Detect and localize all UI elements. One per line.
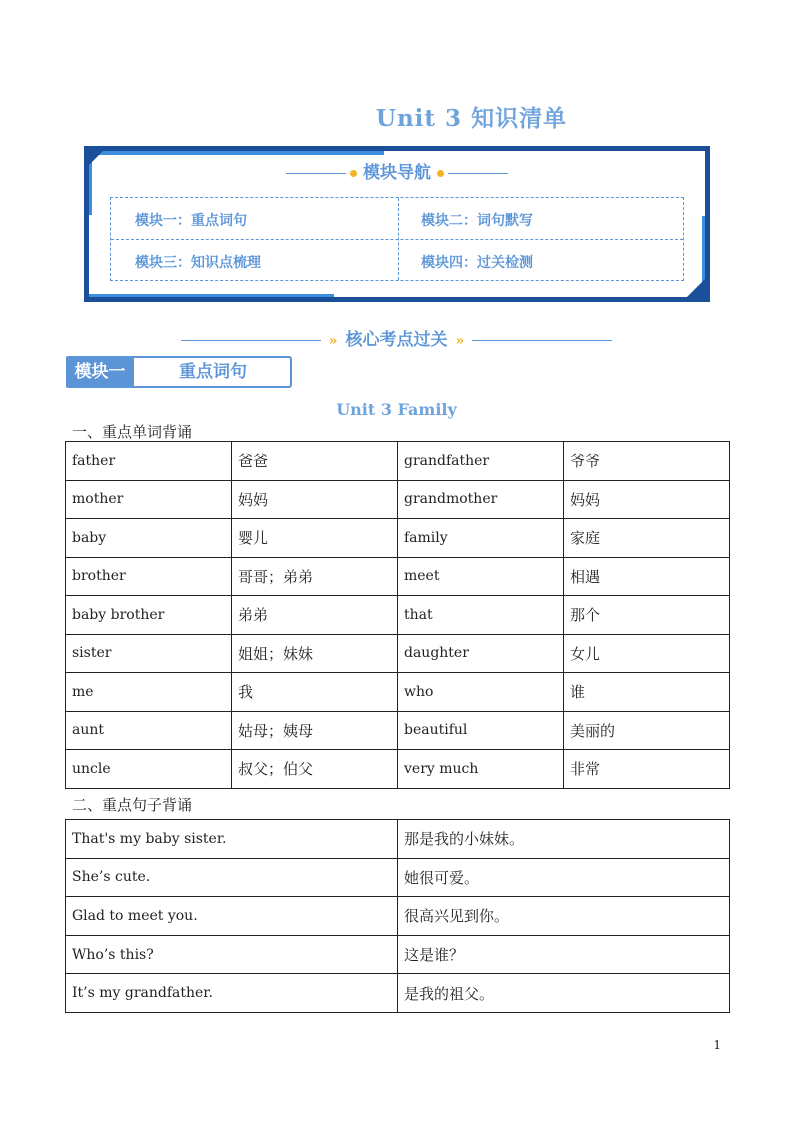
chinese-meaning-cell: 哥哥；弟弟	[232, 557, 398, 596]
divider	[111, 239, 683, 240]
dot-icon	[350, 170, 357, 177]
chinese-meaning-cell: 非常	[564, 750, 730, 789]
english-sentence-cell: Who’s this?	[66, 935, 398, 974]
nav-item-module-1[interactable]: 模块一：重点词句	[135, 213, 247, 229]
chinese-sentence-cell: 她很可爱。	[398, 858, 730, 897]
table-row	[66, 897, 730, 936]
module-name: 重点词句	[179, 362, 247, 382]
nav-item-module-2[interactable]: 模块二：词句默写	[421, 213, 533, 229]
english-word-cell: brother	[66, 557, 232, 596]
chinese-meaning-cell: 相遇	[564, 557, 730, 596]
english-word-cell: me	[66, 673, 232, 712]
divider	[286, 173, 346, 174]
chinese-meaning-cell: 女儿	[564, 634, 730, 673]
core-heading-label: 核心考点过关	[345, 330, 448, 350]
chinese-meaning-cell: 家庭	[564, 519, 730, 558]
chinese-meaning-cell: 我	[232, 673, 398, 712]
english-word-cell: beautiful	[398, 711, 564, 750]
table-row	[66, 596, 730, 635]
english-word-cell: baby brother	[66, 596, 232, 635]
chinese-meaning-cell: 那个	[564, 596, 730, 635]
divider	[472, 340, 612, 341]
english-word-cell: daughter	[398, 634, 564, 673]
english-sentence-cell: That's my baby sister.	[66, 820, 398, 859]
table-row	[66, 442, 730, 481]
nav-heading-label: 模块导航	[363, 163, 431, 183]
english-word-cell: father	[66, 442, 232, 481]
nav-grid	[110, 197, 684, 281]
frame-corner	[682, 274, 710, 302]
unit-title: Unit 3 Family	[336, 400, 457, 419]
divider	[448, 173, 508, 174]
vocab-table	[65, 441, 730, 789]
table-row	[66, 750, 730, 789]
module-navigation-panel	[84, 146, 710, 302]
chinese-sentence-cell: 那是我的小妹妹。	[398, 820, 730, 859]
double-arrow-icon: »	[328, 333, 338, 349]
english-sentence-cell: Glad to meet you.	[66, 897, 398, 936]
english-word-cell: grandmother	[398, 480, 564, 519]
english-word-cell: aunt	[66, 711, 232, 750]
nav-item-module-3[interactable]: 模块三：知识点梳理	[135, 255, 261, 271]
divider	[181, 340, 321, 341]
english-sentence-cell: It’s my grandfather.	[66, 974, 398, 1013]
table-row	[66, 711, 730, 750]
chinese-sentence-cell: 是我的祖父。	[398, 974, 730, 1013]
table-row	[66, 974, 730, 1013]
english-word-cell: grandfather	[398, 442, 564, 481]
double-arrow-icon: »	[455, 333, 465, 349]
chinese-sentence-cell: 这是谁？	[398, 935, 730, 974]
nav-item-module-4[interactable]: 模块四：过关检测	[421, 255, 533, 271]
english-sentence-cell: She’s cute.	[66, 858, 398, 897]
page-title: Unit 3 知识清单	[375, 105, 568, 132]
english-word-cell: meet	[398, 557, 564, 596]
chinese-meaning-cell: 爷爷	[564, 442, 730, 481]
core-heading	[0, 325, 793, 350]
module-tag	[66, 356, 293, 389]
english-word-cell: very much	[398, 750, 564, 789]
frame-bar	[84, 294, 334, 297]
chinese-sentence-cell: 很高兴见到你。	[398, 897, 730, 936]
table-row	[66, 935, 730, 974]
nav-heading	[84, 158, 710, 183]
page-number: 1	[713, 1038, 721, 1052]
section-heading-vocab: 一、重点单词背诵	[72, 423, 193, 441]
chinese-meaning-cell: 叔父；伯父	[232, 750, 398, 789]
dot-icon	[437, 170, 444, 177]
english-word-cell: who	[398, 673, 564, 712]
table-row	[66, 557, 730, 596]
chinese-meaning-cell: 婴儿	[232, 519, 398, 558]
english-word-cell: baby	[66, 519, 232, 558]
chinese-meaning-cell: 姐姐；妹妹	[232, 634, 398, 673]
module-number: 模块一	[66, 356, 134, 388]
chinese-meaning-cell: 妈妈	[232, 480, 398, 519]
chinese-meaning-cell: 美丽的	[564, 711, 730, 750]
chinese-meaning-cell: 弟弟	[232, 596, 398, 635]
english-word-cell: that	[398, 596, 564, 635]
section-heading-sentences: 二、重点句子背诵	[72, 796, 193, 814]
english-word-cell: mother	[66, 480, 232, 519]
table-row	[66, 634, 730, 673]
english-word-cell: family	[398, 519, 564, 558]
chinese-meaning-cell: 姑母；姨母	[232, 711, 398, 750]
table-row	[66, 858, 730, 897]
frame-bar	[84, 297, 710, 302]
chinese-meaning-cell: 妈妈	[564, 480, 730, 519]
table-row	[66, 820, 730, 859]
english-word-cell: sister	[66, 634, 232, 673]
english-word-cell: uncle	[66, 750, 232, 789]
table-row	[66, 480, 730, 519]
chinese-meaning-cell: 谁	[564, 673, 730, 712]
table-row	[66, 519, 730, 558]
sentence-table	[65, 819, 730, 1013]
table-row	[66, 673, 730, 712]
chinese-meaning-cell: 爸爸	[232, 442, 398, 481]
frame-bar	[84, 151, 384, 155]
